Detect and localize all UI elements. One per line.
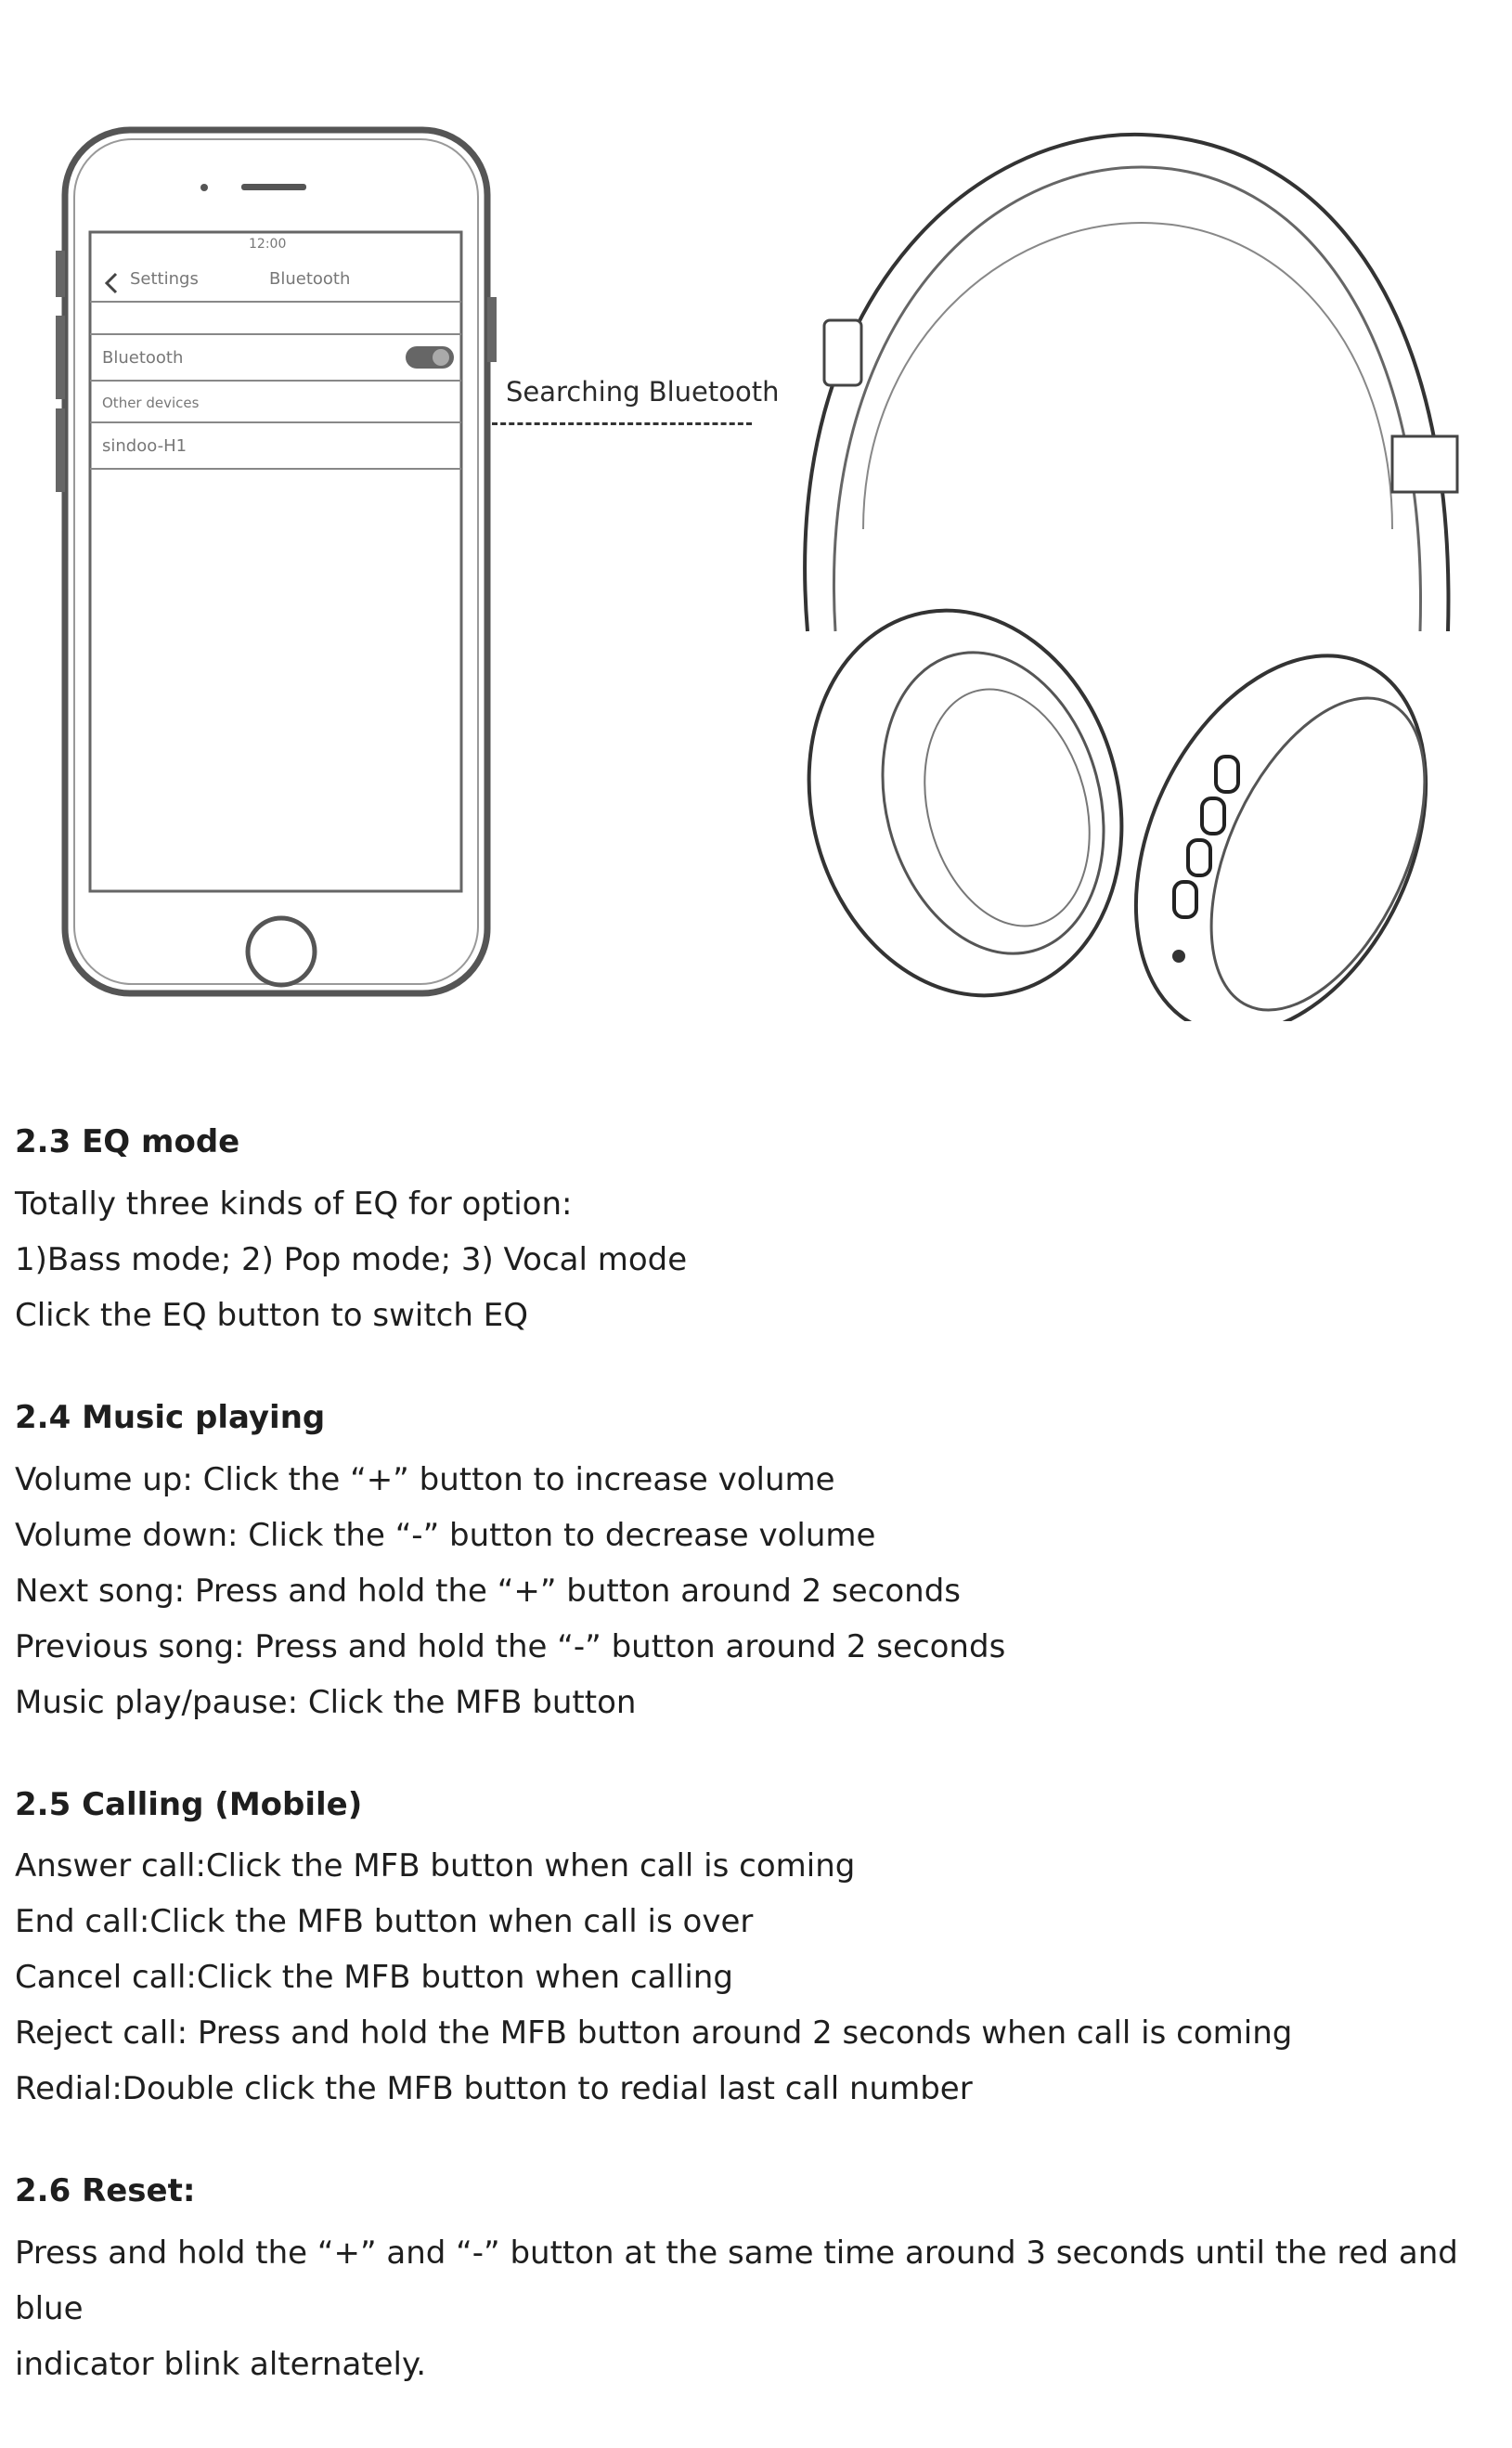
section-line: Reject call: Press and hold the MFB button around 2 seconds when call is coming [15,2014,1293,2053]
instructions-content [15,1123,1500,2448]
searching-bluetooth-label: Searching Bluetooth [506,376,780,408]
section-line: Answer call:Click the MFB button when call is coming [15,1847,856,1885]
headphones-illustration [743,111,1485,1021]
section-line: indicator blink alternately. [15,2346,427,2384]
section-line: Press and hold the “+” and “-” button at the same time around 3 seconds until the red and blue [15,2234,1458,2328]
section-line: End call:Click the MFB button when call is over [15,1903,754,1941]
section-line: Volume up: Click the “+” button to increase volume [15,1460,835,1498]
section-music-playing [15,1399,1500,1730]
bluetooth-toggle-label: Bluetooth [102,348,184,368]
phone-illustration [51,121,497,1012]
back-label[interactable]: Settings [130,269,199,289]
other-devices-label: Other devices [102,395,200,411]
section-heading: 2.3 EQ mode [15,1123,240,1160]
section-line: Totally three kinds of EQ for option: [15,1185,573,1223]
section-heading: 2.4 Music playing [15,1398,326,1436]
section-calling [15,1786,1500,2118]
connection-dashed-line [492,422,752,425]
section-line: Cancel call:Click the MFB button when calling [15,1959,733,1997]
screen-title: Bluetooth [269,269,351,289]
section-line: Previous song: Press and hold the “-” button around 2 seconds [15,1627,1006,1665]
section-line: Next song: Press and hold the “+” button around 2 seconds [15,1572,962,1610]
section-line: Redial:Double click the MFB button to redial last call number [15,2070,973,2108]
section-line: Click the EQ button to switch EQ [15,1296,528,1334]
section-heading: 2.5 Calling (Mobile) [15,1785,363,1823]
section-eq-mode [15,1123,1500,1343]
section-line: Music play/pause: Click the MFB button [15,1683,637,1721]
section-line: Volume down: Click the “-” button to decrease volume [15,1516,876,1554]
section-reset [15,2172,1500,2392]
status-time: 12:00 [249,237,287,252]
section-heading: 2.6 Reset: [15,2172,196,2210]
section-line: 1)Bass mode; 2) Pop mode; 3) Vocal mode [15,1240,688,1278]
device-list-item[interactable]: sindoo-H1 [102,436,187,456]
